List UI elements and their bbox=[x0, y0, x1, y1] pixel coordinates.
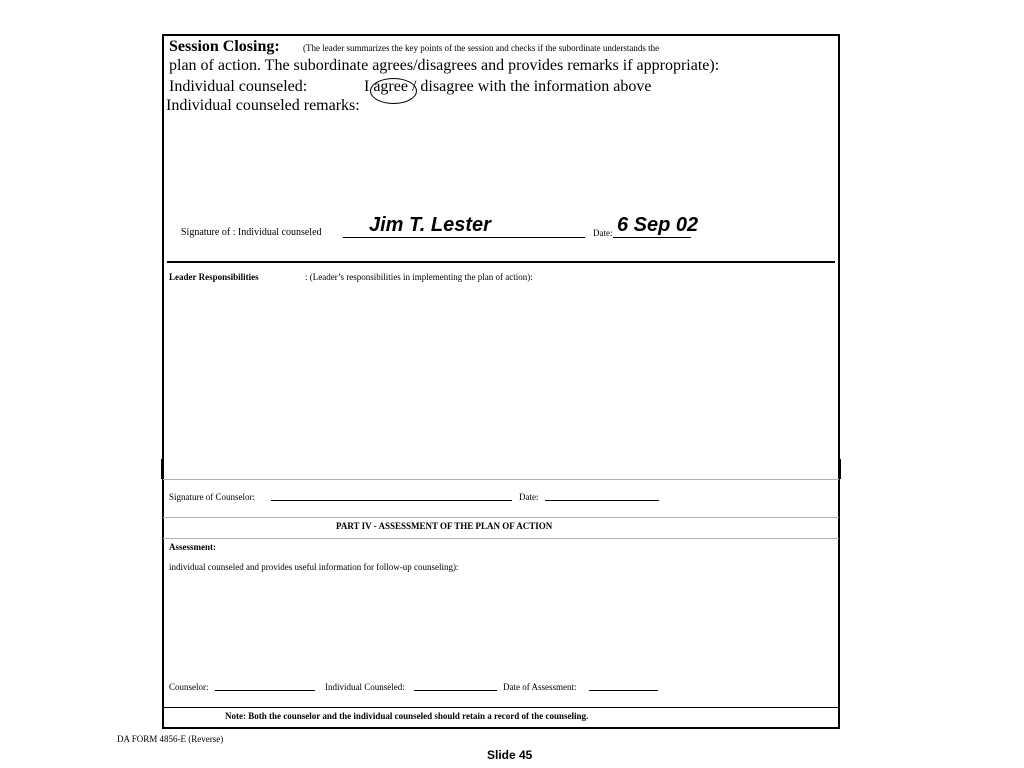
disagree-option[interactable]: / disagree with the information above bbox=[407, 78, 652, 95]
remarks-label: Individual counseled remarks: bbox=[166, 97, 360, 114]
individual-signature-label: Signature of : Individual counseled bbox=[181, 227, 322, 238]
note-top-rule bbox=[163, 707, 839, 708]
individual-counseled-label: Individual counseled: bbox=[169, 78, 308, 95]
assessment-individual-label: Individual Counseled: bbox=[325, 682, 405, 692]
assessment-label: Assessment: bbox=[169, 542, 216, 552]
right-tick bbox=[838, 459, 841, 479]
counselor-signature-line bbox=[271, 500, 512, 501]
part-iv-bottom-rule bbox=[163, 538, 839, 539]
form-identifier: DA FORM 4856-E (Reverse) bbox=[117, 734, 224, 744]
left-tick bbox=[161, 459, 164, 479]
individual-signature-line bbox=[343, 237, 585, 238]
leader-responsibilities-description: : (Leader’s responsibilities in implementing the plan of action): bbox=[305, 272, 533, 282]
part-iv-title: PART IV - ASSESSMENT OF THE PLAN OF ACTION bbox=[336, 521, 553, 531]
agree-circle-mark bbox=[370, 78, 417, 104]
individual-date-value[interactable]: 6 Sep 02 bbox=[617, 214, 699, 236]
counselor-date-line bbox=[545, 500, 659, 501]
individual-signature-value[interactable]: Jim T. Lester bbox=[369, 214, 491, 236]
counselor-date-label: Date: bbox=[519, 492, 539, 502]
session-closing-heading: Session Closing: bbox=[169, 38, 280, 55]
counselor-signature-label: Signature of Counselor: bbox=[169, 492, 255, 502]
agree-prefix: I bbox=[364, 78, 374, 95]
assessment-date-label: Date of Assessment: bbox=[503, 682, 577, 692]
counseling-form bbox=[162, 34, 840, 729]
agree-option[interactable]: agree bbox=[373, 78, 408, 95]
leader-responsibilities-label: Leader Responsibilities bbox=[169, 272, 259, 282]
slide-number: Slide 45 bbox=[487, 748, 533, 762]
part-iv-top-rule bbox=[163, 517, 839, 518]
assessment-individual-line bbox=[414, 690, 497, 691]
session-closing-instruction-line2: plan of action. The subordinate agrees/disagrees and provides remarks if appropriate): bbox=[169, 57, 720, 74]
section-divider bbox=[167, 261, 835, 263]
assessment-counselor-label: Counselor: bbox=[169, 682, 209, 692]
counselor-signature-top-rule bbox=[163, 479, 839, 480]
assessment-date-line bbox=[589, 690, 658, 691]
individual-date-label: Date: bbox=[593, 228, 613, 238]
session-closing-instruction: (The leader summarizes the key points of the session and checks if the subordinate understands the bbox=[303, 43, 660, 53]
assessment-counselor-line bbox=[215, 690, 315, 691]
retention-note: Note: Both the counselor and the individual counseled should retain a record of the counseling. bbox=[225, 711, 589, 721]
assessment-text: individual counseled and provides useful information for follow-up counseling): bbox=[169, 562, 459, 572]
individual-date-line bbox=[613, 237, 691, 238]
